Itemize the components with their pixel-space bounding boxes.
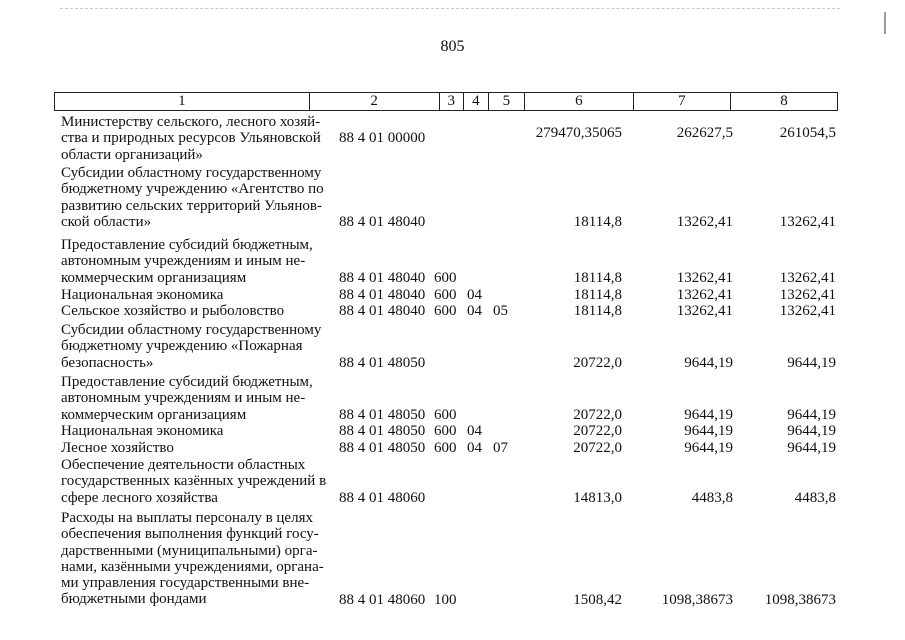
description-line: Расходы на выплаты персоналу в целях: [61, 510, 313, 526]
row-description: [61, 165, 333, 230]
row-value-col6: 18114,8: [573, 303, 622, 319]
row-expense-type: 600: [434, 303, 457, 319]
row-code: 88 4 01 48040: [339, 287, 426, 303]
table-row: [0, 165, 905, 230]
row-code: 88 4 01 48050: [339, 406, 426, 423]
row-description: [61, 237, 333, 286]
table-row: [0, 237, 905, 286]
description-line: нами, казёнными учреждениями, органа-: [61, 558, 324, 575]
row-description: [61, 510, 333, 608]
row-value-col6: 18114,8: [573, 287, 622, 303]
row-value-col6: 18114,8: [573, 269, 622, 286]
description-line: ства и природных ресурсов Ульяновской: [61, 130, 321, 147]
row-description: [61, 287, 333, 303]
row-value-col7: 1098,38673: [661, 591, 733, 608]
row-description: [61, 457, 333, 506]
row-value-col8: 1098,38673: [764, 591, 836, 608]
description-line: безопасность»: [61, 354, 154, 371]
row-expense-type: 600: [434, 440, 457, 456]
description-line: Сельское хозяйство и рыболовство: [61, 303, 285, 319]
description-line: автономным учреждениям и иным не-: [61, 253, 306, 270]
row-description: [61, 303, 333, 319]
row-expense-type: 600: [434, 423, 457, 439]
table-row: [0, 510, 905, 608]
description-line: бюджетными фондами: [61, 591, 207, 608]
description-line: сфере лесного хозяйства: [61, 489, 218, 506]
row-subsection: 05: [493, 303, 508, 319]
row-value-col6: 20722,0: [573, 406, 622, 423]
row-expense-type: 100: [434, 591, 457, 608]
description-line: Министерству сельского, лесного хозяй-: [61, 114, 321, 130]
description-line: Национальная экономика: [61, 287, 224, 303]
row-value-col6: 18114,8: [573, 213, 622, 230]
description-line: бюджетному учреждению «Агентство по: [61, 181, 324, 198]
row-value-col8: 261054,5: [779, 125, 836, 142]
row-value-col8: 13262,41: [779, 287, 836, 303]
row-code: 88 4 01 48040: [339, 213, 426, 230]
description-line: коммерческим организациям: [61, 269, 247, 286]
page-number: 805: [440, 38, 465, 55]
description-line: Субсидии областному государственному: [61, 165, 322, 181]
row-description: [61, 440, 333, 456]
row-value-col7: 13262,41: [676, 287, 733, 303]
row-value-col8: 13262,41: [779, 213, 836, 230]
row-value-col7: 13262,41: [676, 269, 733, 286]
description-line: развитию сельских территорий Ульянов-: [61, 197, 322, 214]
description-line: Субсидии областному государственному: [61, 322, 322, 338]
row-expense-type: 600: [434, 269, 457, 286]
row-value-col8: 9644,19: [787, 406, 836, 423]
row-value-col8: 9644,19: [787, 354, 836, 371]
row-value-col7: 9644,19: [684, 406, 733, 423]
description-line: государственных казённых учреждений в: [61, 473, 327, 490]
description-line: Предоставление субсидий бюджетным,: [61, 374, 313, 390]
description-line: ской области»: [61, 213, 152, 230]
row-value-col8: 13262,41: [779, 303, 836, 319]
row-value-col7: 4483,8: [691, 489, 733, 506]
header-col-5: 5: [489, 93, 525, 110]
row-value-col8: 4483,8: [794, 489, 836, 506]
description-line: обеспечения выполнения функций госу-: [61, 526, 319, 543]
description-line: бюджетному учреждению «Пожарная: [61, 338, 303, 355]
table-row: [0, 114, 905, 163]
table-row: [0, 374, 905, 423]
description-line: коммерческим организациям: [61, 406, 247, 423]
row-description: [61, 374, 333, 423]
row-code: 88 4 01 48050: [339, 354, 426, 371]
header-col-6: 6: [525, 93, 634, 110]
row-section: 04: [467, 287, 482, 303]
description-line: дарственными (муниципальными) орга-: [61, 542, 318, 559]
row-code: 88 4 01 48050: [339, 440, 426, 456]
row-value-col6: 20722,0: [573, 354, 622, 371]
description-line: Лесное хозяйство: [61, 440, 174, 456]
row-expense-type: 600: [434, 287, 457, 303]
row-value-col8: 13262,41: [779, 269, 836, 286]
header-col-2: 2: [310, 93, 440, 110]
description-line: области организаций»: [61, 146, 203, 163]
row-description: [61, 114, 333, 163]
row-section: 04: [467, 303, 482, 319]
row-expense-type: 600: [434, 406, 457, 423]
row-code: 88 4 01 48050: [339, 423, 426, 439]
row-value-col6: 1508,42: [573, 591, 622, 608]
row-section: 04: [467, 423, 482, 439]
description-line: Национальная экономика: [61, 423, 224, 439]
row-value-col8: 9644,19: [787, 440, 836, 456]
header-col-3: 3: [440, 93, 465, 110]
description-line: Обеспечение деятельности областных: [61, 457, 306, 473]
table-row: [0, 423, 905, 439]
header-col-7: 7: [634, 93, 731, 110]
row-section: 04: [467, 440, 482, 456]
table-row: [0, 457, 905, 506]
row-value-col7: 9644,19: [684, 423, 733, 439]
row-value-col7: 9644,19: [684, 440, 733, 456]
row-value-col6: 20722,0: [573, 440, 622, 456]
row-value-col7: 13262,41: [676, 303, 733, 319]
row-value-col7: 9644,19: [684, 354, 733, 371]
row-code: 88 4 01 00000: [339, 130, 426, 147]
header-col-1: 1: [55, 93, 310, 110]
row-value-col6: 20722,0: [573, 423, 622, 439]
row-value-col6: 279470,35065: [535, 125, 622, 142]
row-subsection: 07: [493, 440, 508, 456]
header-col-4: 4: [464, 93, 489, 110]
table-row: [0, 440, 905, 456]
row-code: 88 4 01 48060: [339, 591, 426, 608]
row-description: [61, 423, 333, 439]
table-row: [0, 303, 905, 319]
description-line: автономным учреждениям и иным не-: [61, 390, 306, 407]
row-value-col8: 9644,19: [787, 423, 836, 439]
description-line: ми управления государственными вне-: [61, 575, 310, 592]
row-description: [61, 322, 333, 371]
description-line: Предоставление субсидий бюджетным,: [61, 237, 313, 253]
table-row: [0, 287, 905, 303]
row-code: 88 4 01 48040: [339, 303, 426, 319]
row-value-col6: 14813,0: [573, 489, 622, 506]
row-code: 88 4 01 48060: [339, 489, 426, 506]
header-col-8: 8: [780, 93, 788, 109]
row-code: 88 4 01 48040: [339, 269, 426, 286]
table-row: [0, 322, 905, 371]
row-value-col7: 262627,5: [676, 125, 733, 142]
row-value-col7: 13262,41: [676, 213, 733, 230]
